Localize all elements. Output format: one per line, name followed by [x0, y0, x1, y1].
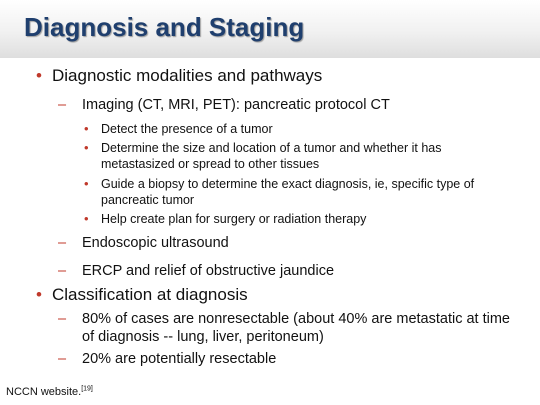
bullet-text: 20% are potentially resectable — [82, 351, 277, 367]
bullet-text: Imaging (CT, MRI, PET): pancreatic protocol CT — [82, 97, 390, 113]
bullet-text: Help create plan for surgery or radiation therapy — [101, 212, 367, 226]
bullet-text: Detect the presence of a tumor — [101, 122, 273, 136]
dash-marker: – — [58, 311, 67, 327]
bullet-text: Classification at diagnosis — [52, 285, 248, 304]
bullet-text: Guide a biopsy to determine the exact diagnosis, ie, specific type of pancreatic tumor — [101, 177, 475, 207]
dash-marker: – — [58, 235, 67, 251]
bullet-classification — [36, 285, 522, 305]
bullet-marker: • — [36, 285, 42, 304]
bullet-detect-tumor — [84, 121, 506, 137]
dash-marker: – — [58, 351, 67, 367]
bullet-text: 80% of cases are nonresectable (about 40% are metastatic at time of diagnosis -- lung, liver, peritoneum) — [82, 311, 510, 345]
dash-marker: – — [58, 97, 67, 113]
source-citation — [6, 386, 93, 398]
bullet-surgery-plan — [84, 211, 506, 227]
bullet-size-location — [84, 140, 506, 172]
bullet-diagnostic-modalities — [36, 66, 522, 86]
bullet-text: ERCP and relief of obstructive jaundice — [82, 263, 335, 279]
bullet-imaging — [58, 96, 522, 114]
bullet-marker: • — [84, 176, 89, 191]
bullet-text: Endoscopic ultrasound — [82, 235, 229, 251]
bullet-endoscopic-ultrasound — [58, 234, 522, 252]
citation-reference: [19] — [81, 385, 93, 393]
bullet-text: Determine the size and location of a tumor and whether it has metastasized or spread to other tissues — [101, 141, 442, 171]
bullet-guide-biopsy — [84, 176, 506, 208]
citation-source: NCCN website. — [6, 386, 82, 398]
bullet-text: Diagnostic modalities and pathways — [52, 66, 323, 85]
bullet-marker: • — [36, 66, 42, 85]
bullet-ercp — [58, 262, 522, 280]
bullet-marker: • — [84, 211, 89, 226]
bullet-nonresectable — [58, 310, 512, 346]
bullet-marker: • — [84, 140, 89, 155]
dash-marker: – — [58, 263, 67, 279]
bullet-marker: • — [84, 121, 89, 136]
slide-title: Diagnosis and Staging — [24, 12, 305, 42]
bullet-resectable — [58, 350, 522, 368]
